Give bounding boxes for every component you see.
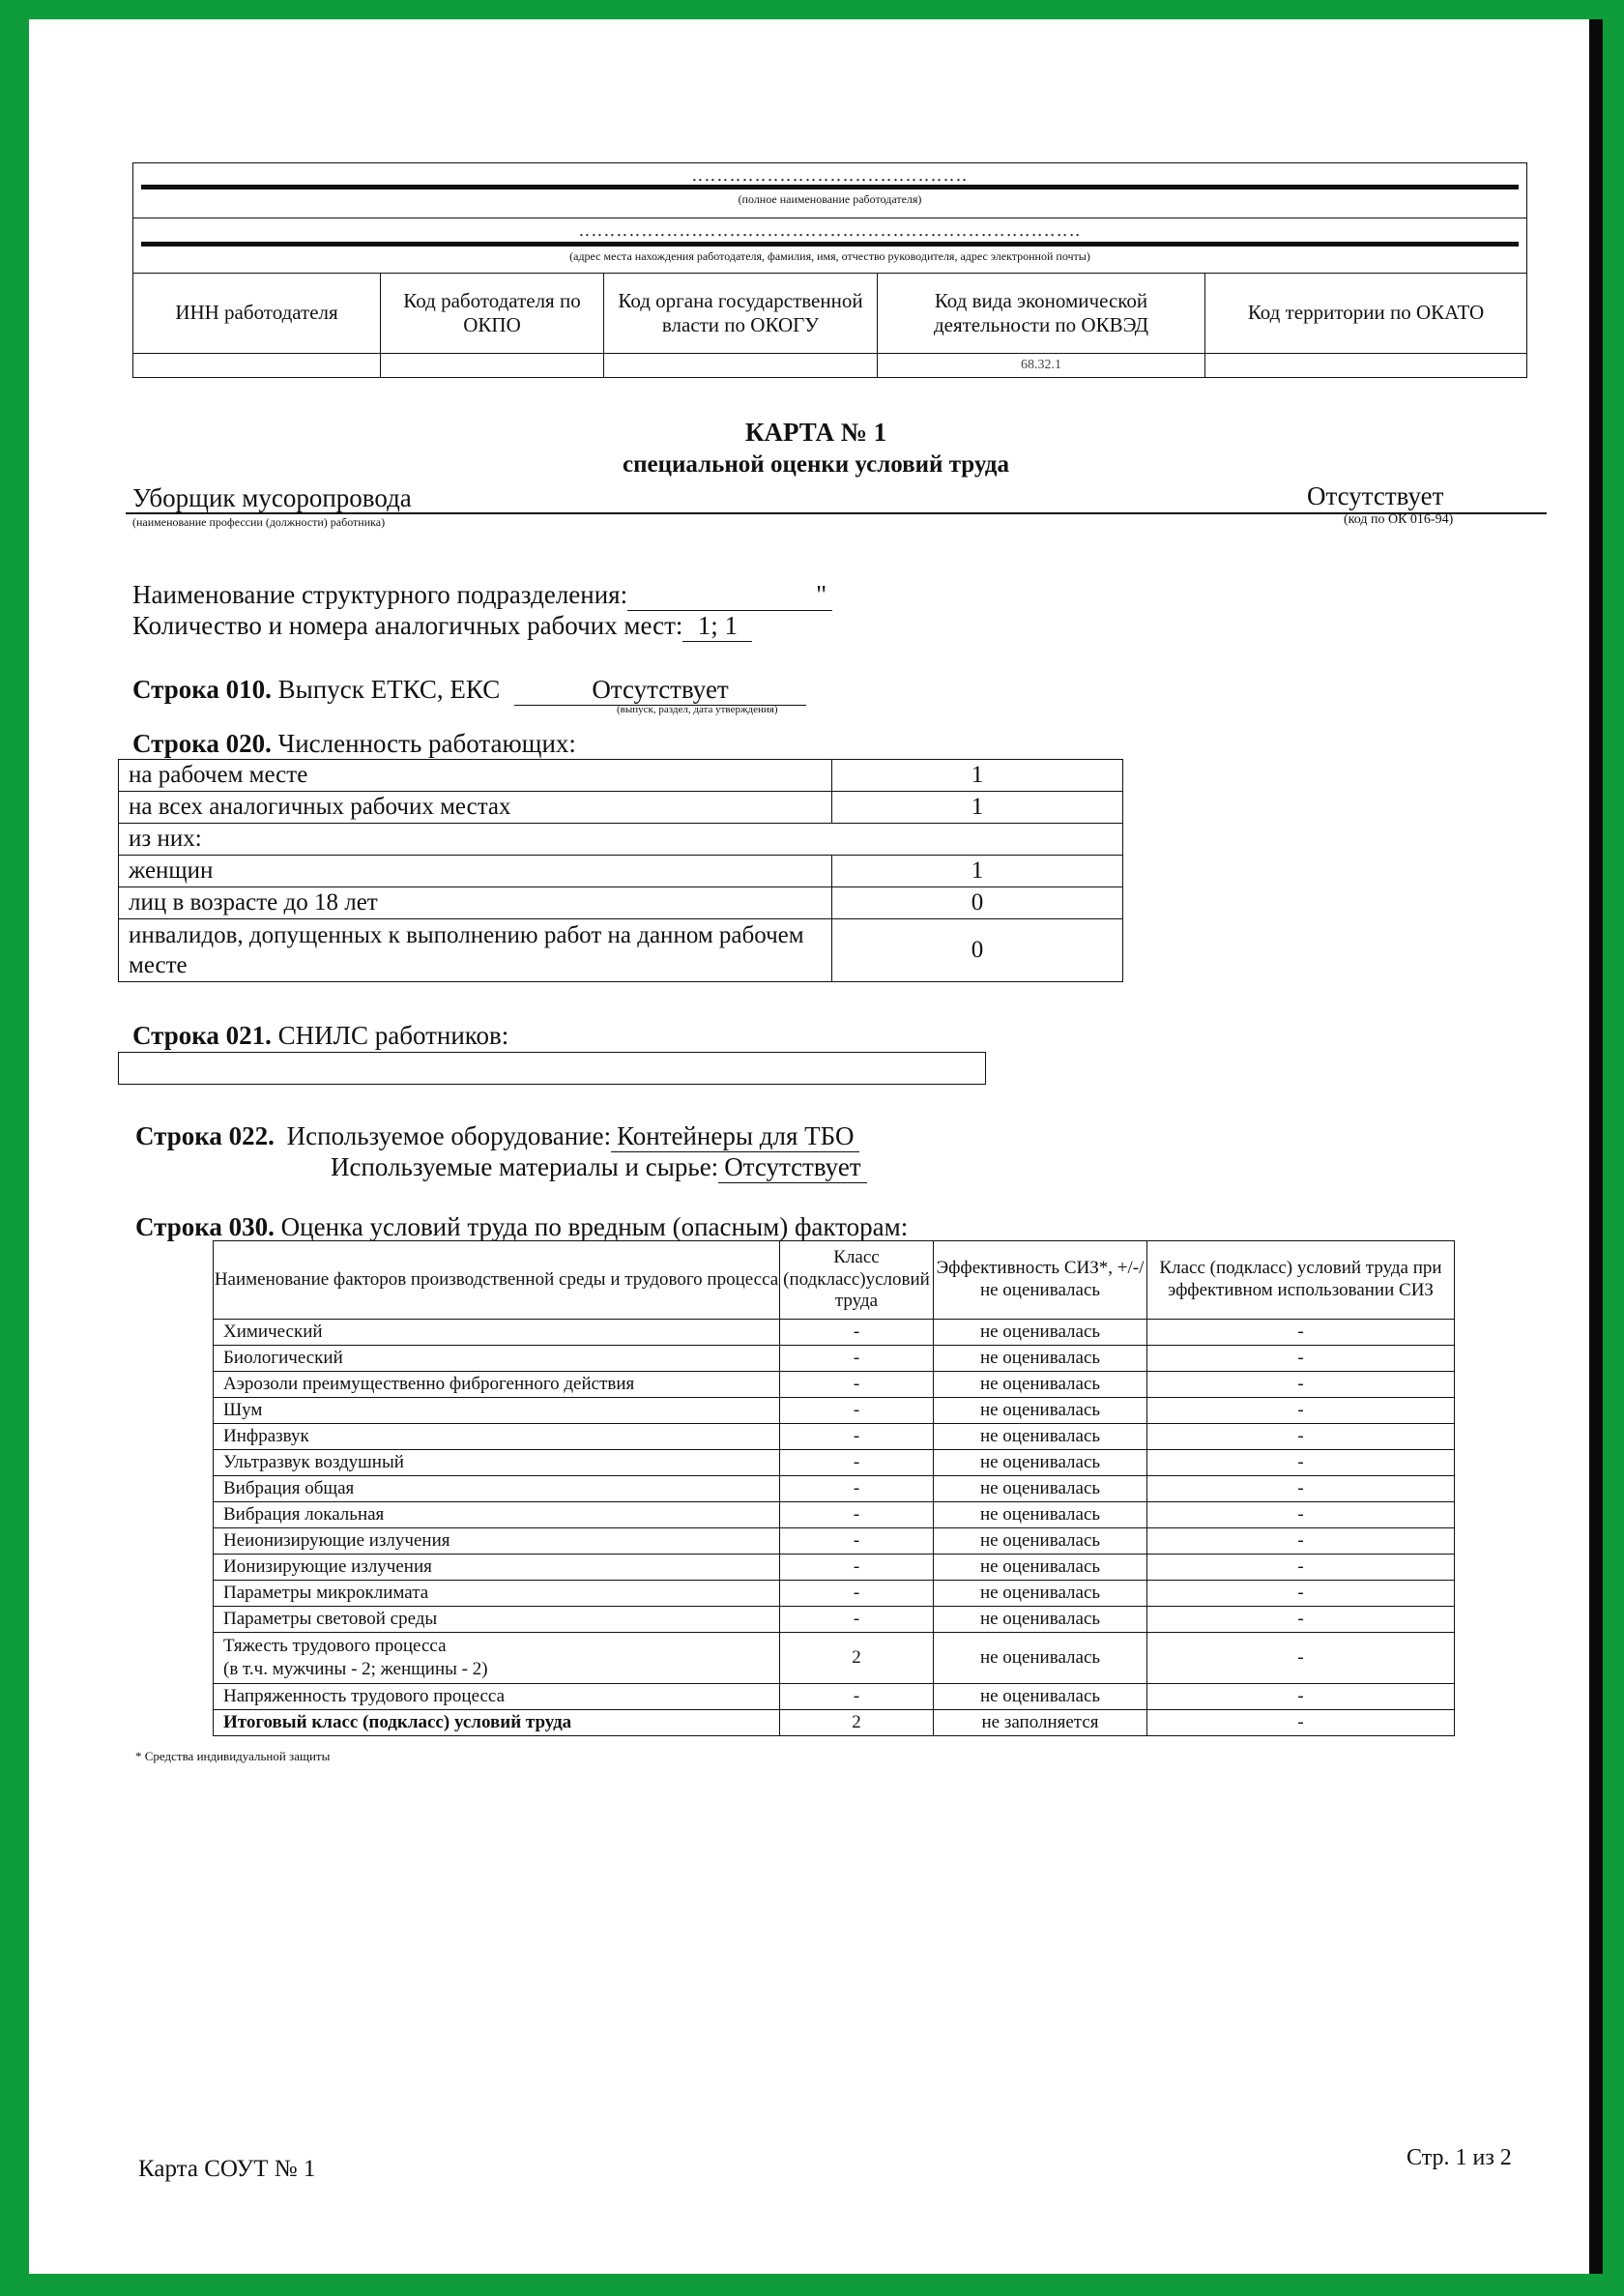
factor-siz: - (1147, 1424, 1455, 1450)
footer-doc-name: Карта СОУТ № 1 (138, 2156, 316, 2182)
profession-code-caption: (код по ОК 016-94) (1344, 512, 1454, 527)
footnote: * Средства индивидуальной защиты (135, 1749, 331, 1763)
factor-siz: - (1147, 1476, 1455, 1502)
factor-class: - (780, 1581, 934, 1607)
table-row (214, 1607, 1455, 1633)
unit-count-line (132, 611, 752, 642)
profession-name: Уборщик мусоропровода (132, 483, 412, 512)
employer-address-caption: (адрес места нахождения работодателя, фамилия, имя, отчество руководителя, адрес электронной почты) (569, 249, 1090, 263)
table-row-total (214, 1710, 1455, 1736)
workers-label: на рабочем месте (119, 760, 832, 792)
factor-eff: не оценивалась (934, 1346, 1147, 1372)
factor-siz: - (1147, 1684, 1455, 1710)
inn-header: ИНН работодателя (133, 274, 381, 354)
workers-label: женщин (119, 856, 832, 887)
workers-value: 1 (832, 856, 1123, 887)
factor-siz: - (1147, 1450, 1455, 1476)
factor-name: Вибрация общая (214, 1476, 780, 1502)
factor-siz: - (1147, 1320, 1455, 1346)
table-row (119, 760, 1123, 792)
line-030-text: Оценка условий труда по вредным (опасным) факторам: (280, 1212, 909, 1241)
table-row (214, 1320, 1455, 1346)
factor-eff: не оценивалась (934, 1555, 1147, 1581)
table-row (214, 1528, 1455, 1555)
line-030 (135, 1212, 908, 1242)
table-row (214, 1476, 1455, 1502)
factor-name: Итоговый класс (подкласс) условий труда (214, 1710, 780, 1736)
okogu-value (604, 354, 878, 378)
factor-eff: не оценивалась (934, 1398, 1147, 1424)
line-022-label: Строка 022. (135, 1121, 275, 1150)
employer-name-rule (141, 185, 1519, 189)
workers-label: из них: (119, 824, 1123, 856)
workers-value: 1 (832, 792, 1123, 824)
okato-header: Код территории по ОКАТО (1205, 274, 1527, 354)
factor-eff: не заполняется (934, 1710, 1147, 1736)
line-010-value: Отсутствует (514, 675, 806, 706)
factor-siz: - (1147, 1502, 1455, 1528)
workers-value: 0 (832, 919, 1123, 982)
table-row (214, 1346, 1455, 1372)
factor-name: Неионизирующие излучения (214, 1528, 780, 1555)
table-row (214, 1398, 1455, 1424)
factor-eff: не оценивалась (934, 1502, 1147, 1528)
factor-siz: - (1147, 1581, 1455, 1607)
factor-name: Напряженность трудового процесса (214, 1684, 780, 1710)
factor-name: Вибрация локальная (214, 1502, 780, 1528)
profession-rule (126, 512, 1547, 514)
line-022 (135, 1121, 859, 1152)
factor-eff: не оценивалась (934, 1684, 1147, 1710)
factor-class: - (780, 1476, 934, 1502)
factor-siz: - (1147, 1528, 1455, 1555)
materials-line (331, 1152, 867, 1183)
unit-label: Наименование структурного подразделения: (132, 580, 628, 609)
card-subtitle: специальной оценки условий труда (623, 451, 1009, 478)
factor-siz: - (1147, 1633, 1455, 1684)
factor-class: - (780, 1684, 934, 1710)
factor-eff: не оценивалась (934, 1633, 1147, 1684)
table-row (214, 1502, 1455, 1528)
line-021 (132, 1021, 508, 1051)
factor-class: - (780, 1607, 934, 1633)
eff-header: Эффективность СИЗ*, +/-/не оценивалась (934, 1241, 1147, 1320)
workers-value: 0 (832, 887, 1123, 919)
factor-class: - (780, 1398, 934, 1424)
unit-line (132, 580, 832, 611)
table-row (214, 1633, 1455, 1684)
inn-value (133, 354, 381, 378)
factor-class: - (780, 1502, 934, 1528)
factor-class: - (780, 1346, 934, 1372)
line-020 (132, 729, 576, 759)
profession-caption: (наименование профессии (должности) работника) (132, 515, 386, 529)
employer-address-band (132, 218, 1527, 273)
workers-label: на всех аналогичных рабочих местах (119, 792, 832, 824)
factor-class: - (780, 1528, 934, 1555)
table-row (214, 1424, 1455, 1450)
table-row (214, 1581, 1455, 1607)
unit-count-value: 1; 1 (682, 611, 752, 642)
employer-header (132, 162, 1527, 378)
table-row (119, 919, 1123, 982)
line-010 (132, 675, 806, 706)
factor-eff: не оценивалась (934, 1320, 1147, 1346)
table-row (214, 1450, 1455, 1476)
factor-name: Шум (214, 1398, 780, 1424)
factor-eff: не оценивалась (934, 1450, 1147, 1476)
document-page (29, 19, 1603, 2274)
factor-siz: - (1147, 1710, 1455, 1736)
materials-label: Используемые материалы и сырье: (331, 1152, 719, 1181)
heavy-line2: (в т.ч. мужчины - 2; женщины - 2) (223, 1659, 488, 1679)
line-021-text: СНИЛС работников: (277, 1021, 509, 1050)
line-010-text: Выпуск ЕТКС, ЕКС (277, 675, 501, 704)
okato-value (1205, 354, 1527, 378)
factor-name: Химический (214, 1320, 780, 1346)
factor-class: - (780, 1372, 934, 1398)
table-header-row (214, 1241, 1455, 1320)
snils-box (118, 1052, 986, 1085)
unit-count-label: Количество и номера аналогичных рабочих мест: (132, 611, 683, 640)
heavy-line1: Тяжесть трудового процесса (223, 1636, 447, 1657)
table-row (119, 792, 1123, 824)
line-010-caption: (выпуск, раздел, дата утверждения) (617, 704, 778, 715)
employer-codes-table (132, 273, 1527, 378)
line-020-label: Строка 020. (132, 729, 272, 758)
employer-name-redacted: ‥‥‥‥‥‥‥‥‥‥‥‥‥‥‥‥‥‥‥‥‥‥ (691, 165, 969, 185)
employer-name-band (132, 162, 1527, 218)
factor-class: - (780, 1555, 934, 1581)
equipment-value: Контейнеры для ТБО (611, 1121, 859, 1152)
factor-class: - (780, 1320, 934, 1346)
factor-eff: не оценивалась (934, 1476, 1147, 1502)
factor-name: Параметры микроклимата (214, 1581, 780, 1607)
line-010-label: Строка 010. (132, 675, 272, 704)
factor-class: - (780, 1450, 934, 1476)
workers-value: 1 (832, 760, 1123, 792)
class-header: Класс (подкласс)условий труда (780, 1241, 934, 1320)
equipment-label: Используемое оборудование: (286, 1121, 612, 1150)
workers-table (118, 759, 1123, 982)
line-020-text: Численность работающих: (277, 729, 576, 758)
factor-name: Аэрозоли преимущественно фиброгенного действия (214, 1372, 780, 1398)
employer-address-redacted: ‥‥‥‥‥‥‥‥‥‥‥‥‥‥‥‥‥‥‥‥‥‥‥‥‥‥‥‥‥‥‥‥‥‥‥‥‥‥‥‥ (578, 220, 1082, 240)
employer-name-caption: (полное наименование работодателя) (738, 192, 922, 206)
okogu-header: Код органа государственной власти по ОКОГУ (604, 274, 878, 354)
factor-eff: не оценивалась (934, 1528, 1147, 1555)
employer-address-rule (141, 242, 1519, 247)
factor-class: - (780, 1424, 934, 1450)
factor-eff: не оценивалась (934, 1424, 1147, 1450)
factor-siz: - (1147, 1346, 1455, 1372)
table-row (214, 1684, 1455, 1710)
okpo-value (381, 354, 604, 378)
unit-value: " (627, 580, 832, 611)
factor-eff: не оценивалась (934, 1581, 1147, 1607)
table-row (214, 1555, 1455, 1581)
factor-eff: не оценивалась (934, 1372, 1147, 1398)
workers-label: лиц в возрасте до 18 лет (119, 887, 832, 919)
line-021-label: Строка 021. (132, 1021, 272, 1050)
factor-name: Параметры световой среды (214, 1607, 780, 1633)
workers-label: инвалидов, допущенных к выполнению работ на данном рабочем месте (119, 919, 832, 982)
table-row (119, 856, 1123, 887)
factor-siz: - (1147, 1555, 1455, 1581)
line-030-label: Строка 030. (135, 1212, 275, 1241)
footer-page-number: Стр. 1 из 2 (1406, 2145, 1512, 2170)
profession-code: Отсутствует (1307, 481, 1444, 510)
card-title: КАРТА № 1 (744, 418, 887, 447)
factors-table (213, 1240, 1455, 1736)
factor-class: 2 (780, 1633, 934, 1684)
factor-eff: не оценивалась (934, 1607, 1147, 1633)
materials-value: Отсутствует (718, 1152, 866, 1183)
factor-header: Наименование факторов производственной среды и трудового процесса (214, 1241, 780, 1320)
table-row (119, 824, 1123, 856)
siz-header: Класс (подкласс) условий труда при эффективном использовании СИЗ (1147, 1241, 1455, 1320)
factor-name: Инфразвук (214, 1424, 780, 1450)
okved-header: Код вида экономической деятельности по ОКВЭД (878, 274, 1205, 354)
okpo-header: Код работодателя по ОКПО (381, 274, 604, 354)
factor-name: Ультразвук воздушный (214, 1450, 780, 1476)
table-row (119, 887, 1123, 919)
factor-siz: - (1147, 1607, 1455, 1633)
table-row (214, 1372, 1455, 1398)
factor-name (214, 1633, 780, 1684)
factor-class: 2 (780, 1710, 934, 1736)
okved-value: 68.32.1 (878, 354, 1205, 378)
factor-siz: - (1147, 1398, 1455, 1424)
factor-name: Биологический (214, 1346, 780, 1372)
factor-siz: - (1147, 1372, 1455, 1398)
factor-name: Ионизирующие излучения (214, 1555, 780, 1581)
